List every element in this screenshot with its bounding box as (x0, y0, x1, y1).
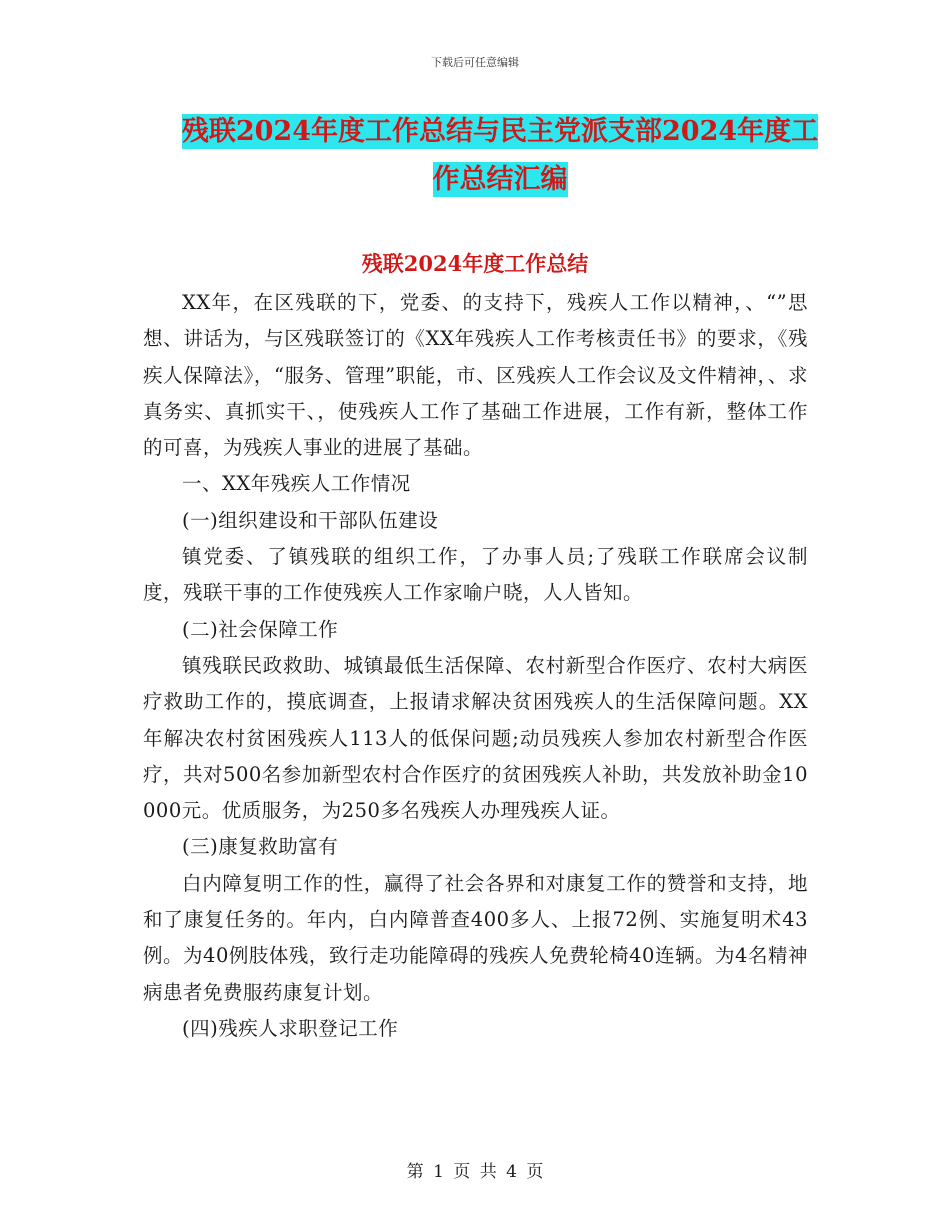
section-title: 残联2024年度工作总结 (361, 251, 589, 276)
title-line-1: 残联2024年度工作总结与民主党派支部2024年度工 (181, 116, 819, 147)
paragraph: (四)残疾人求职登记工作 (182, 1016, 399, 1040)
page-number-footer: 第 1 页 共 4 页 (406, 1162, 544, 1182)
document-title (140, 108, 860, 204)
document-body (143, 285, 808, 1047)
paragraph: XX年，在区残联的下，党委、的支持下，残疾人工作以精神，、“”思想、讲话为，与区残联签订的《XX年残疾人工作考核责任书》的要求，《残疾人保障法》，“服务、管理”职能，市、区残疾人工作会议及文件精神，、求真务实、真抓实干、，使残疾人工作了基础工作进展，工作有新，整体工作的可喜，为残疾人事业的进展了基础。 (143, 291, 808, 460)
paragraph: (三)康复救助富有 (182, 835, 339, 859)
paragraph: 镇党委、了镇残联的组织工作，了办事人员;了残联工作联席会议制度，残联干事的工作使残疾人工作家喻户晓，人人皆知。 (143, 545, 808, 605)
title-line-2: 作总结汇编 (432, 164, 568, 195)
paragraph: 镇残联民政救助、城镇最低生活保障、农村新型合作医疗、农村大病医疗救助工作的，摸底调查，上报请求解决贫困残疾人的生活保障问题。XX年解决农村贫困残疾人113人的低保问题;动员残疾人参加农村新型合作医疗，共对500名参加新型农村合作医疗的贫困残疾人补助，共发放补助金10000元。优质服务，为250多名残疾人办理残疾人证。 (143, 653, 808, 823)
paragraph: (一)组织建设和干部队伍建设 (182, 508, 439, 532)
header-note: 下载后可任意编辑 (431, 56, 519, 69)
paragraph: 一、XX年残疾人工作情况 (182, 472, 411, 496)
paragraph: 白内障复明工作的性，赢得了社会各界和对康复工作的赞誉和支持，地和了康复任务的。年内，白内障普查400多人、上报72例、实施复明术43例。为40例肢体残，致行走功能障碍的残疾人免费轮椅40连辆。为4名精神病患者免费服药康复计划。 (143, 871, 808, 1004)
paragraph: (二)社会保障工作 (182, 617, 339, 641)
